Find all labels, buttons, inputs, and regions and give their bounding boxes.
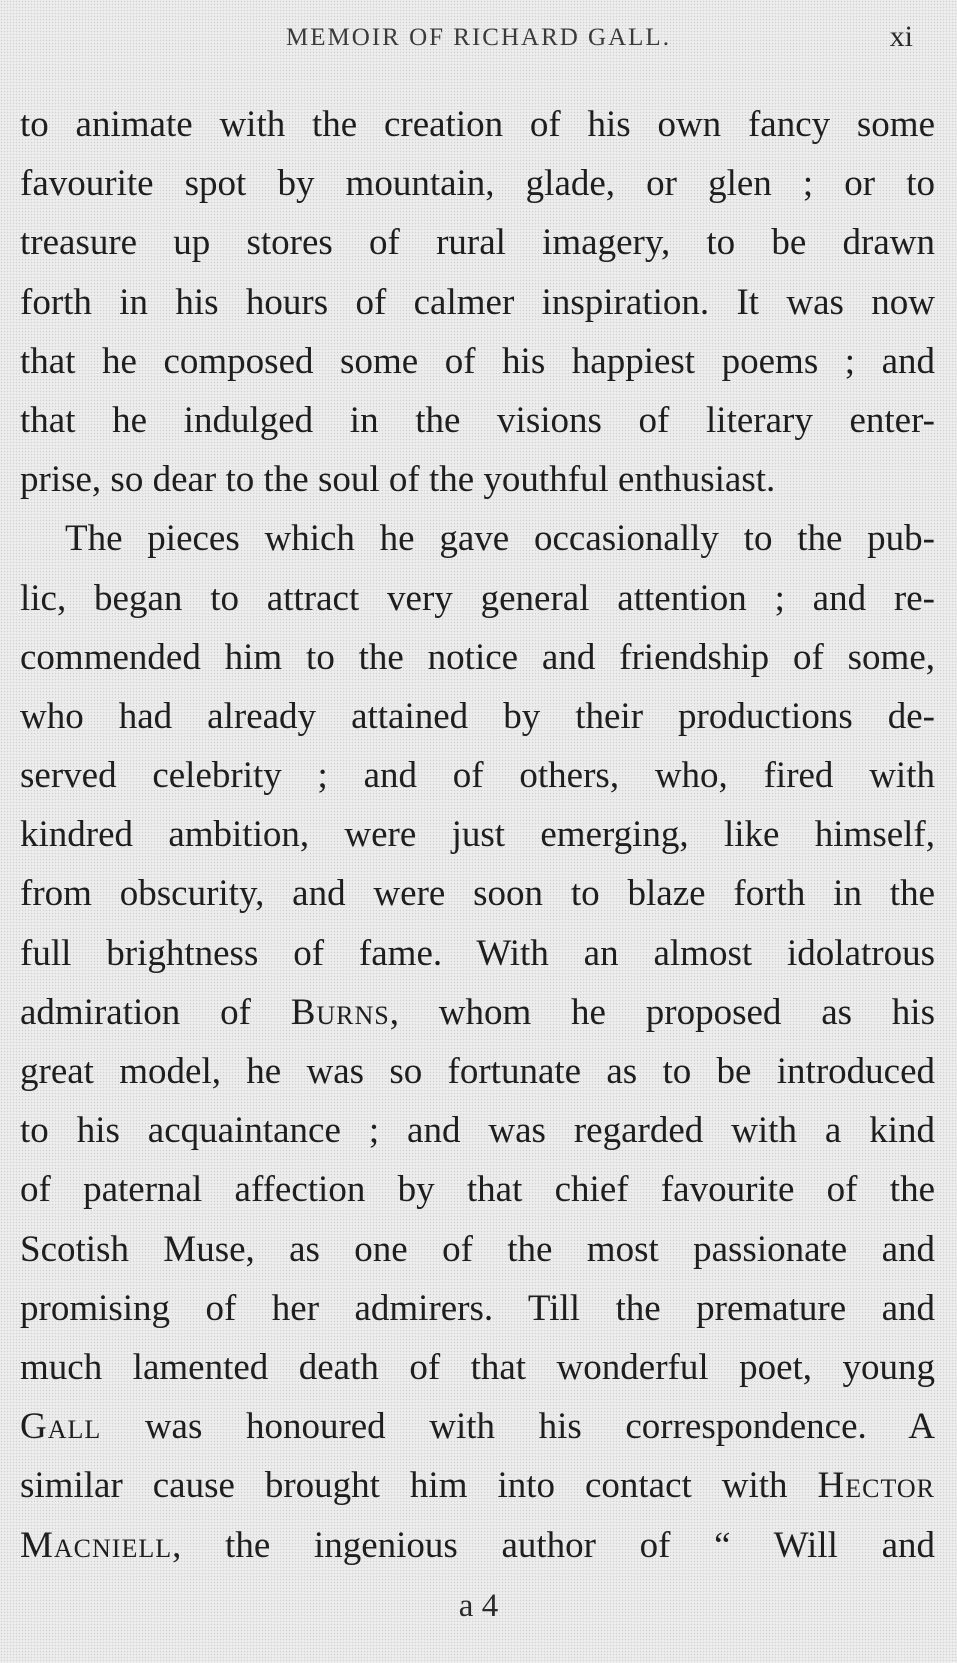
name-small-caps: Macniell (20, 1524, 173, 1566)
line-text: , whom he proposed as his (389, 991, 935, 1033)
text-line (20, 983, 935, 1042)
text-line: treasure up stores of rural imagery, to be drawn (20, 222, 935, 264)
text-line (20, 1516, 935, 1575)
text-line: much lamented death of that wonderful poet, young (20, 1346, 935, 1388)
text-line: lic, began to attract very general attention ; and re- (20, 577, 935, 619)
text-line: favourite spot by mountain, glade, or glen ; or to (20, 163, 935, 205)
text-line: to animate with the creation of his own fancy some (20, 104, 935, 145)
text-line: from obscurity, and were soon to blaze forth in the (20, 873, 935, 915)
text-line: commended him to the notice and friendship of some, (20, 636, 935, 678)
text-line: served celebrity ; and of others, who, fired with (20, 755, 935, 797)
text-line: great model, he was so fortunate as to be introduced (20, 1051, 935, 1092)
running-head (0, 18, 957, 58)
text-line: prise, so dear to the soul of the youthful enthusiast. (20, 459, 776, 501)
running-title: MEMOIR OF RICHARD GALL. (286, 24, 671, 51)
name-small-caps: Gall (20, 1406, 102, 1448)
line-text: was honoured with his correspondence. A (101, 1406, 935, 1448)
text-line: that he indulged in the visions of literary enter- (20, 399, 935, 441)
text-line: full brightness of fame. With an almost idolatrous (20, 932, 935, 974)
paragraph-start-line: The pieces which he gave occasionally to the pub- (65, 518, 935, 560)
text-line: kindred ambition, were just emerging, like himself, (20, 814, 935, 856)
text-line: promising of her admirers. Till the premature and (20, 1287, 935, 1329)
signature-mark: a 4 (458, 1588, 499, 1624)
text-line: that he composed some of his happiest poems ; and (20, 340, 935, 382)
name-small-caps: Hector (817, 1465, 935, 1507)
text-line: Scotish Muse, as one of the most passionate and (20, 1228, 935, 1270)
text-line: to his acquaintance ; and was regarded with a kind (20, 1110, 935, 1152)
name-small-caps: Burns (290, 991, 390, 1033)
text-line: forth in his hours of calmer inspiration. It was now (20, 281, 935, 323)
text-line: who had already attained by their productions de- (20, 695, 935, 737)
text-line: of paternal affection by that chief favourite of the (20, 1169, 935, 1211)
line-text: similar cause brought him into contact with (20, 1465, 818, 1507)
body-text (20, 95, 935, 1575)
page-number: xi (889, 20, 913, 53)
line-text: admiration of (20, 991, 291, 1033)
line-text: , the ingenious author of “ Will and (172, 1524, 935, 1566)
text-line (20, 1456, 935, 1515)
text-line (20, 1397, 935, 1456)
